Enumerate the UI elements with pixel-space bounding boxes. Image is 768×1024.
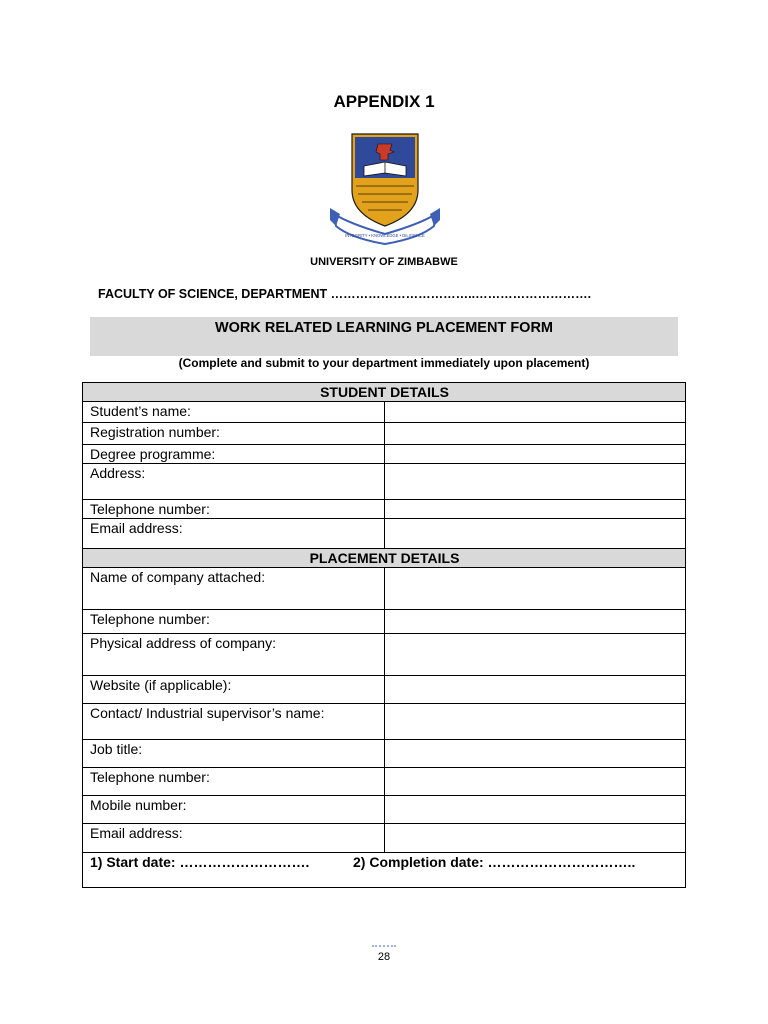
student-details-heading: STUDENT DETAILS (83, 383, 686, 402)
address-label: Address: (83, 464, 385, 500)
form-instruction: (Complete and submit to your department immediately upon placement) (178, 356, 590, 370)
address-field[interactable] (384, 464, 686, 500)
degree-programme-field[interactable] (384, 445, 686, 464)
form-title-banner (90, 317, 678, 356)
job-title-field[interactable] (384, 740, 686, 768)
degree-programme-label: Degree programme: (83, 445, 385, 464)
physical-address-label: Physical address of company: (83, 634, 385, 676)
supervisor-telephone-field[interactable] (384, 768, 686, 796)
placement-details-heading: PLACEMENT DETAILS (83, 549, 686, 568)
physical-address-field[interactable] (384, 634, 686, 676)
company-name-field[interactable] (384, 568, 686, 610)
faculty-department-line: FACULTY OF SCIENCE, DEPARTMENT ……………………………..………………………. (98, 287, 592, 301)
mobile-number-field[interactable] (384, 796, 686, 824)
university-name: UNIVERSITY OF ZIMBABWE (310, 256, 458, 268)
company-telephone-label: Telephone number: (83, 610, 385, 634)
page-heading: APPENDIX 1 (333, 92, 435, 111)
student-email-field[interactable] (384, 519, 686, 549)
start-date-field[interactable]: 1) Start date: ………………………. (90, 854, 310, 870)
page-number-decoration (372, 945, 396, 947)
supervisor-telephone-label: Telephone number: (83, 768, 385, 796)
student-name-label: Student’s name: (83, 402, 385, 423)
university-crest-icon (330, 128, 440, 248)
completion-date-field[interactable]: 2) Completion date: ………………………….. (353, 854, 636, 870)
supervisor-name-label: Contact/ Industrial supervisor’s name: (83, 704, 385, 740)
page-number: 28 (377, 951, 391, 963)
supervisor-email-field[interactable] (384, 824, 686, 853)
website-label: Website (if applicable): (83, 676, 385, 704)
student-telephone-field[interactable] (384, 500, 686, 519)
placement-form-table (82, 382, 686, 888)
student-name-field[interactable] (384, 402, 686, 423)
dates-row (83, 853, 686, 888)
svg-text:INTEGRITY • KNOWLEDGE • DILIGE: INTEGRITY • KNOWLEDGE • DILIGENCE (345, 233, 425, 238)
mobile-number-label: Mobile number: (83, 796, 385, 824)
website-field[interactable] (384, 676, 686, 704)
supervisor-name-field[interactable] (384, 704, 686, 740)
supervisor-email-label: Email address: (83, 824, 385, 853)
student-email-label: Email address: (83, 519, 385, 549)
job-title-label: Job title: (83, 740, 385, 768)
company-telephone-field[interactable] (384, 610, 686, 634)
form-title: WORK RELATED LEARNING PLACEMENT FORM (214, 320, 554, 336)
registration-number-field[interactable] (384, 423, 686, 445)
student-telephone-label: Telephone number: (83, 500, 385, 519)
company-name-label: Name of company attached: (83, 568, 385, 610)
registration-number-label: Registration number: (83, 423, 385, 445)
